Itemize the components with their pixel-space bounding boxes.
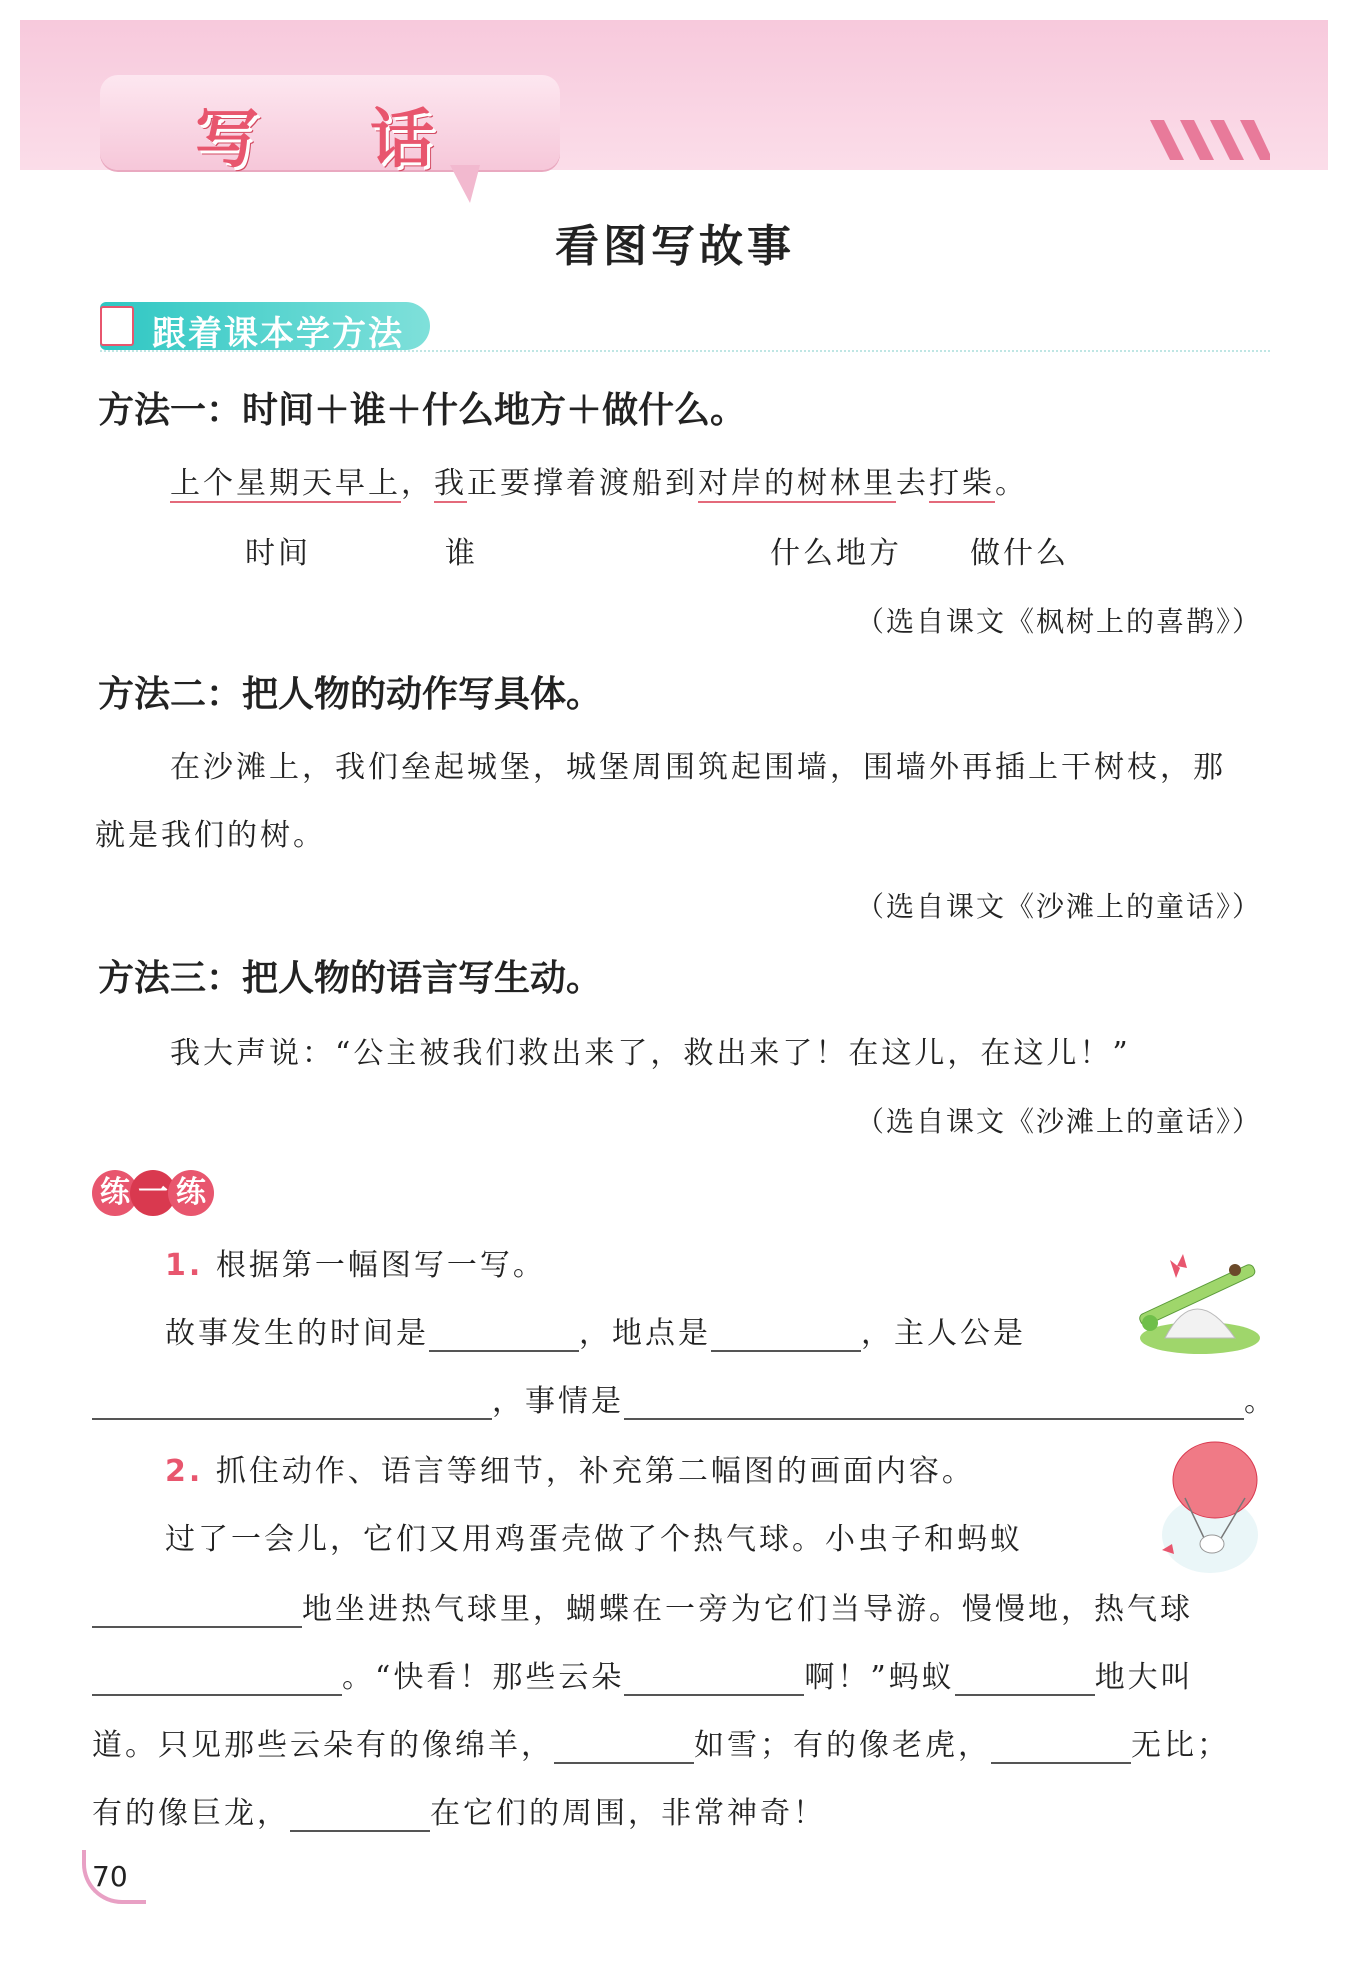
q2-text-4a: 道。只见那些云朵有的像绵羊， [92,1728,554,1763]
q2-blank-2[interactable] [92,1660,342,1696]
q1-text-time: 故事发生的时间是 [165,1316,429,1351]
method1-heading: 方法一：时间＋谁＋什么地方＋做什么。 [98,390,747,431]
q2-text-5b: 在它们的周围，非常神奇！ [430,1796,826,1831]
phrase-what: 打柴 [929,466,995,501]
q2-text-4c: 无比； [1131,1728,1230,1763]
q2-blank-5[interactable] [554,1728,694,1764]
dotted-divider [100,350,1270,352]
seesaw-picture [1125,1240,1265,1360]
q2-line4 [92,1720,1230,1764]
phrase-time: 上个星期天早上 [170,466,401,501]
q2-blank-7[interactable] [290,1796,430,1832]
q2-line5 [92,1788,826,1832]
q1-prompt-text: 根据第一幅图写一写。 [215,1248,546,1283]
method2-heading: 方法二：把人物的动作写具体。 [98,674,603,715]
label-what: 做什么 [970,536,1069,571]
q2-number: 2. [165,1454,204,1489]
q1-line2 [92,1376,1277,1420]
banner-stripes-decoration [1150,120,1270,170]
practice-tag-char-2: 一 [130,1170,176,1216]
method2-line1: 在沙滩上，我们垒起城堡，城堡周围筑起围墙，围墙外再插上干树枝，那 [170,750,1226,785]
q2-text-2: 地坐进热气球里，蝴蝶在一旁为它们当导游。慢慢地，热气球 [302,1592,1193,1627]
banner-title-char-1: 写 [195,103,259,177]
q1-blank-protagonist[interactable] [92,1384,492,1420]
q2-prompt-text: 抓住动作、语言等细节，补充第二幅图的画面内容。 [215,1454,975,1489]
q1-text-protagonist: ，主人公是 [861,1316,1026,1351]
banner-title-char-2: 话 [370,103,434,177]
period: 。 [995,466,1028,501]
q1-prompt [165,1240,546,1284]
practice-tag-char-1: 练 [92,1170,138,1216]
label-who: 谁 [445,536,478,571]
q2-text-5a: 有的像巨龙， [92,1796,290,1831]
page-title: 看图写故事 [555,221,795,272]
q2-text-4b: 如雪；有的像老虎， [694,1728,991,1763]
q2-text-3a: 。“快看！那些云朵 [342,1660,625,1695]
phrase-who: 我 [434,466,467,501]
section-tag [100,302,430,354]
q2-line2 [92,1584,1193,1628]
q1-line1 [165,1308,1026,1352]
book-icon [100,306,134,346]
method3-source: （选自课文《沙滩上的童话》） [855,1105,1262,1138]
q1-text-end: 。 [1244,1384,1277,1419]
q1-blank-place[interactable] [711,1316,861,1352]
q2-blank-3[interactable] [624,1660,804,1696]
label-time: 时间 [245,536,311,571]
q2-text-3c: 地大叫 [1094,1660,1194,1695]
q2-blank-1[interactable] [92,1592,302,1628]
q1-text-place: ，地点是 [579,1316,711,1351]
hot-air-balloon-picture [1150,1440,1270,1580]
q1-text-event: ，事情是 [492,1384,624,1419]
comma: ， [401,466,434,501]
title-box-tail [450,165,480,203]
phrase-go: 去 [896,466,929,501]
q1-blank-time[interactable] [429,1316,579,1352]
q2-prompt [165,1446,975,1490]
phrase-mid: 正要撑着渡船到 [467,466,698,501]
section-tag-label: 跟着课本学方法 [152,314,404,354]
page-number: 70 [92,1860,128,1893]
section-title-box [100,75,560,170]
phrase-where: 对岸的树林里 [698,466,896,501]
method2-source: （选自课文《沙滩上的童话》） [855,890,1262,923]
method1-sentence [170,458,1028,502]
method2-line2: 就是我们的树。 [95,818,326,853]
q1-number: 1. [165,1248,204,1283]
label-where: 什么地方 [770,536,902,571]
q2-line1: 过了一会儿，它们又用鸡蛋壳做了个热气球。小虫子和蚂蚁 [165,1522,1023,1557]
q2-line3 [92,1652,1194,1696]
q2-blank-4[interactable] [955,1660,1095,1696]
method3-heading: 方法三：把人物的语言写生动。 [98,958,603,999]
method3-line: 我大声说：“公主被我们救出来了，救出来了！在这儿，在这儿！” [170,1036,1131,1071]
practice-tag-char-3: 练 [168,1170,214,1216]
q2-blank-6[interactable] [991,1728,1131,1764]
q1-blank-event[interactable] [624,1384,1244,1420]
method1-source: （选自课文《枫树上的喜鹊》） [855,605,1262,638]
q2-text-3b: 啊！”蚂蚁 [804,1660,955,1695]
